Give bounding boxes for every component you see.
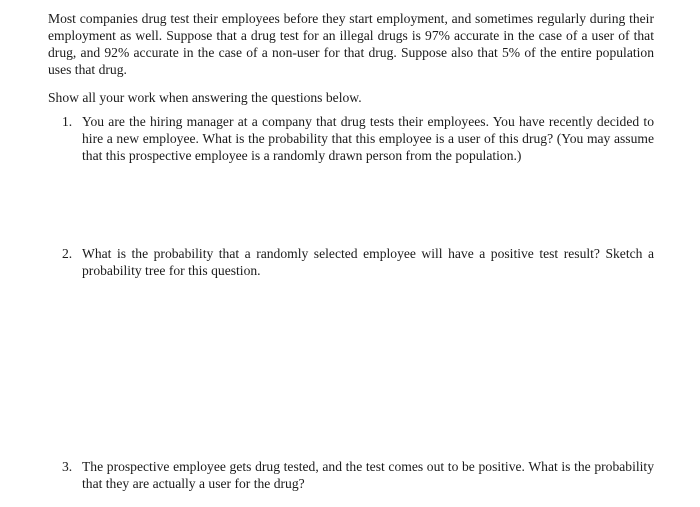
- question-2: [62, 245, 654, 279]
- question-text: The prospective employee gets drug tested, and the test comes out to be positive. What is the probability that they are actually a user for the drug?: [82, 459, 654, 491]
- question-3: [62, 458, 654, 492]
- question-text: What is the probability that a randomly selected employee will have a positive test result? Sketch a probability tree for this question.: [82, 246, 654, 278]
- question-1: [62, 113, 654, 164]
- question-text: You are the hiring manager at a company that drug tests their employees. You have recently decided to hire a new employee. What is the probability that this employee is a user of this drug? (You may assume that this prospective employee is a randomly drawn person from the population.): [82, 114, 654, 163]
- question-number: 3.: [62, 459, 73, 474]
- question-number: 1.: [62, 114, 73, 129]
- intro-paragraph: Most companies drug test their employees before they start employment, and sometimes regularly during their employment as well. Suppose that a drug test for an illegal drugs is 97% accurate in the case of a user of that drug, and 92% accurate in the case of a non-user for that drug. Suppose also that 5% of the entire population uses that drug.: [48, 11, 654, 77]
- question-number: 2.: [62, 246, 73, 261]
- instruction-text: Show all your work when answering the questions below.: [48, 90, 362, 105]
